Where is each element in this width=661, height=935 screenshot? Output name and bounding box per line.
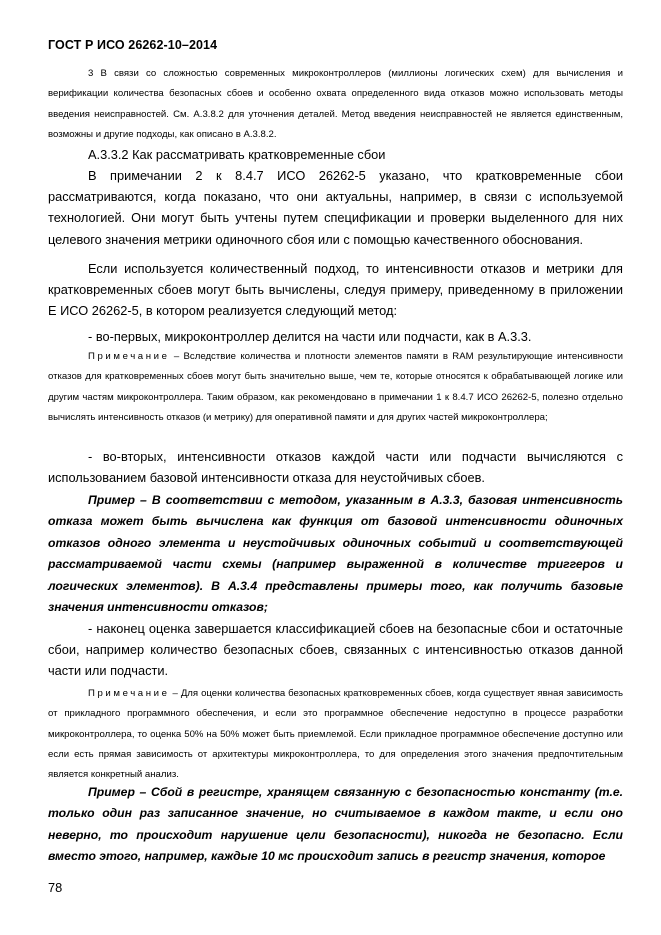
bullet-third: - наконец оценка завершается классификацией сбоев на безопасные сбои и остаточные сбои, например количество безопасных сбоев, связанных с интенсивностью отказов данной части или подчасти.: [48, 621, 623, 679]
example-1: Пример – В соответствии с методом, указанным в А.3.3, базовая интенсивность отказа может быть вычислена как функция от базовой интенсивности одиночных отказов одного элемента и неустойчивых одиночных событий и соответствующей рассматриваемой части схемы (например выраженной в количестве триггеров и логических элементов). В А.3.4 представлены примеры того, как получить базовые значения интенсивности отказов;: [48, 493, 623, 615]
document-header: ГОСТ Р ИСО 26262-10–2014: [48, 38, 218, 52]
page-number: 78: [48, 880, 63, 895]
note-safe-faults: [48, 684, 623, 785]
note-label: Примечание: [88, 688, 170, 699]
bullet-first: - во-первых, микроконтроллер делится на части или подчасти, как в А.3.3.: [88, 329, 532, 344]
note-text: – Вследствие количества и плотности элементов памяти в RAM результирующие интенсивности отказов для кратковременных сбоев могут быть значительно выше, чем те, которые относятся к обрабатывающей логике или другим частям микроконтроллера. Таким образом, как рекомендовано в примечании 1 к 8.4.7 ИСО 26262-5, полезно отдельно вычислять интенсивность отказов (и метрику) для оперативной памяти и для других частей микроконтроллера;: [48, 351, 623, 423]
paragraph-2: Если используется количественный подход, то интенсивности отказов и метрики для кратковременных сбоев могут быть вычислены, следуя примеру, приведенному в приложении Е ИСО 26262-5, в котором реализуется следующий метод:: [48, 261, 623, 319]
section-heading: А.3.3.2 Как рассматривать кратковременные сбои: [88, 147, 386, 162]
note-3: 3 В связи со сложностью современных микроконтроллеров (миллионы логических схем) для вычисления и верификации количества безопасных сбоев и особенно охвата определенного вида отказов можно использовать методы введения неисправностей. См. А.3.8.2 для уточнения деталей. Метод введения неисправностей не является единственным, возможны и другие подходы, как описано в А.3.8.2.: [48, 68, 623, 140]
note-label: Примечание: [88, 351, 170, 362]
note-ram: [48, 347, 623, 428]
paragraph-1: В примечании 2 к 8.4.7 ИСО 26262-5 указано, что кратковременные сбои рассматриваются, когда показано, что они актуальны, например, в связи с используемой технологией. Они могут быть учтены путем спецификации и проверки выделенного для них целевого значения метрики одиночного сбоя или с помощью качественного обоснования.: [48, 168, 623, 247]
bullet-second: - во-вторых, интенсивности отказов каждой части или подчасти вычисляются с использованием базовой интенсивности отказа для неустойчивых сбоев.: [48, 449, 623, 486]
note-text: – Для оценки количества безопасных кратковременных сбоев, когда существует явная зависимость от прикладного программного обеспечения, и если это программное обеспечение недоступно в процессе разработки микроконтроллера, то оценка 50% на 50% может быть приемлемой. Если прикладное программное обеспечение доступно или если есть прямая зависимость от архитектуры микроконтроллера, то для определения этого значения предпочтительным является конкретный анализ.: [48, 688, 623, 781]
example-2: Пример – Сбой в регистре, хранящем связанную с безопасностью константу (т.е. только один раз записанное значение, но считываемое в каждом такте, и если оно неверно, то происходит нарушение цели безопасности), никогда не безопасно. Если вместо этого, например, каждые 10 мс происходит запись в регистр значения, которое: [48, 785, 623, 864]
